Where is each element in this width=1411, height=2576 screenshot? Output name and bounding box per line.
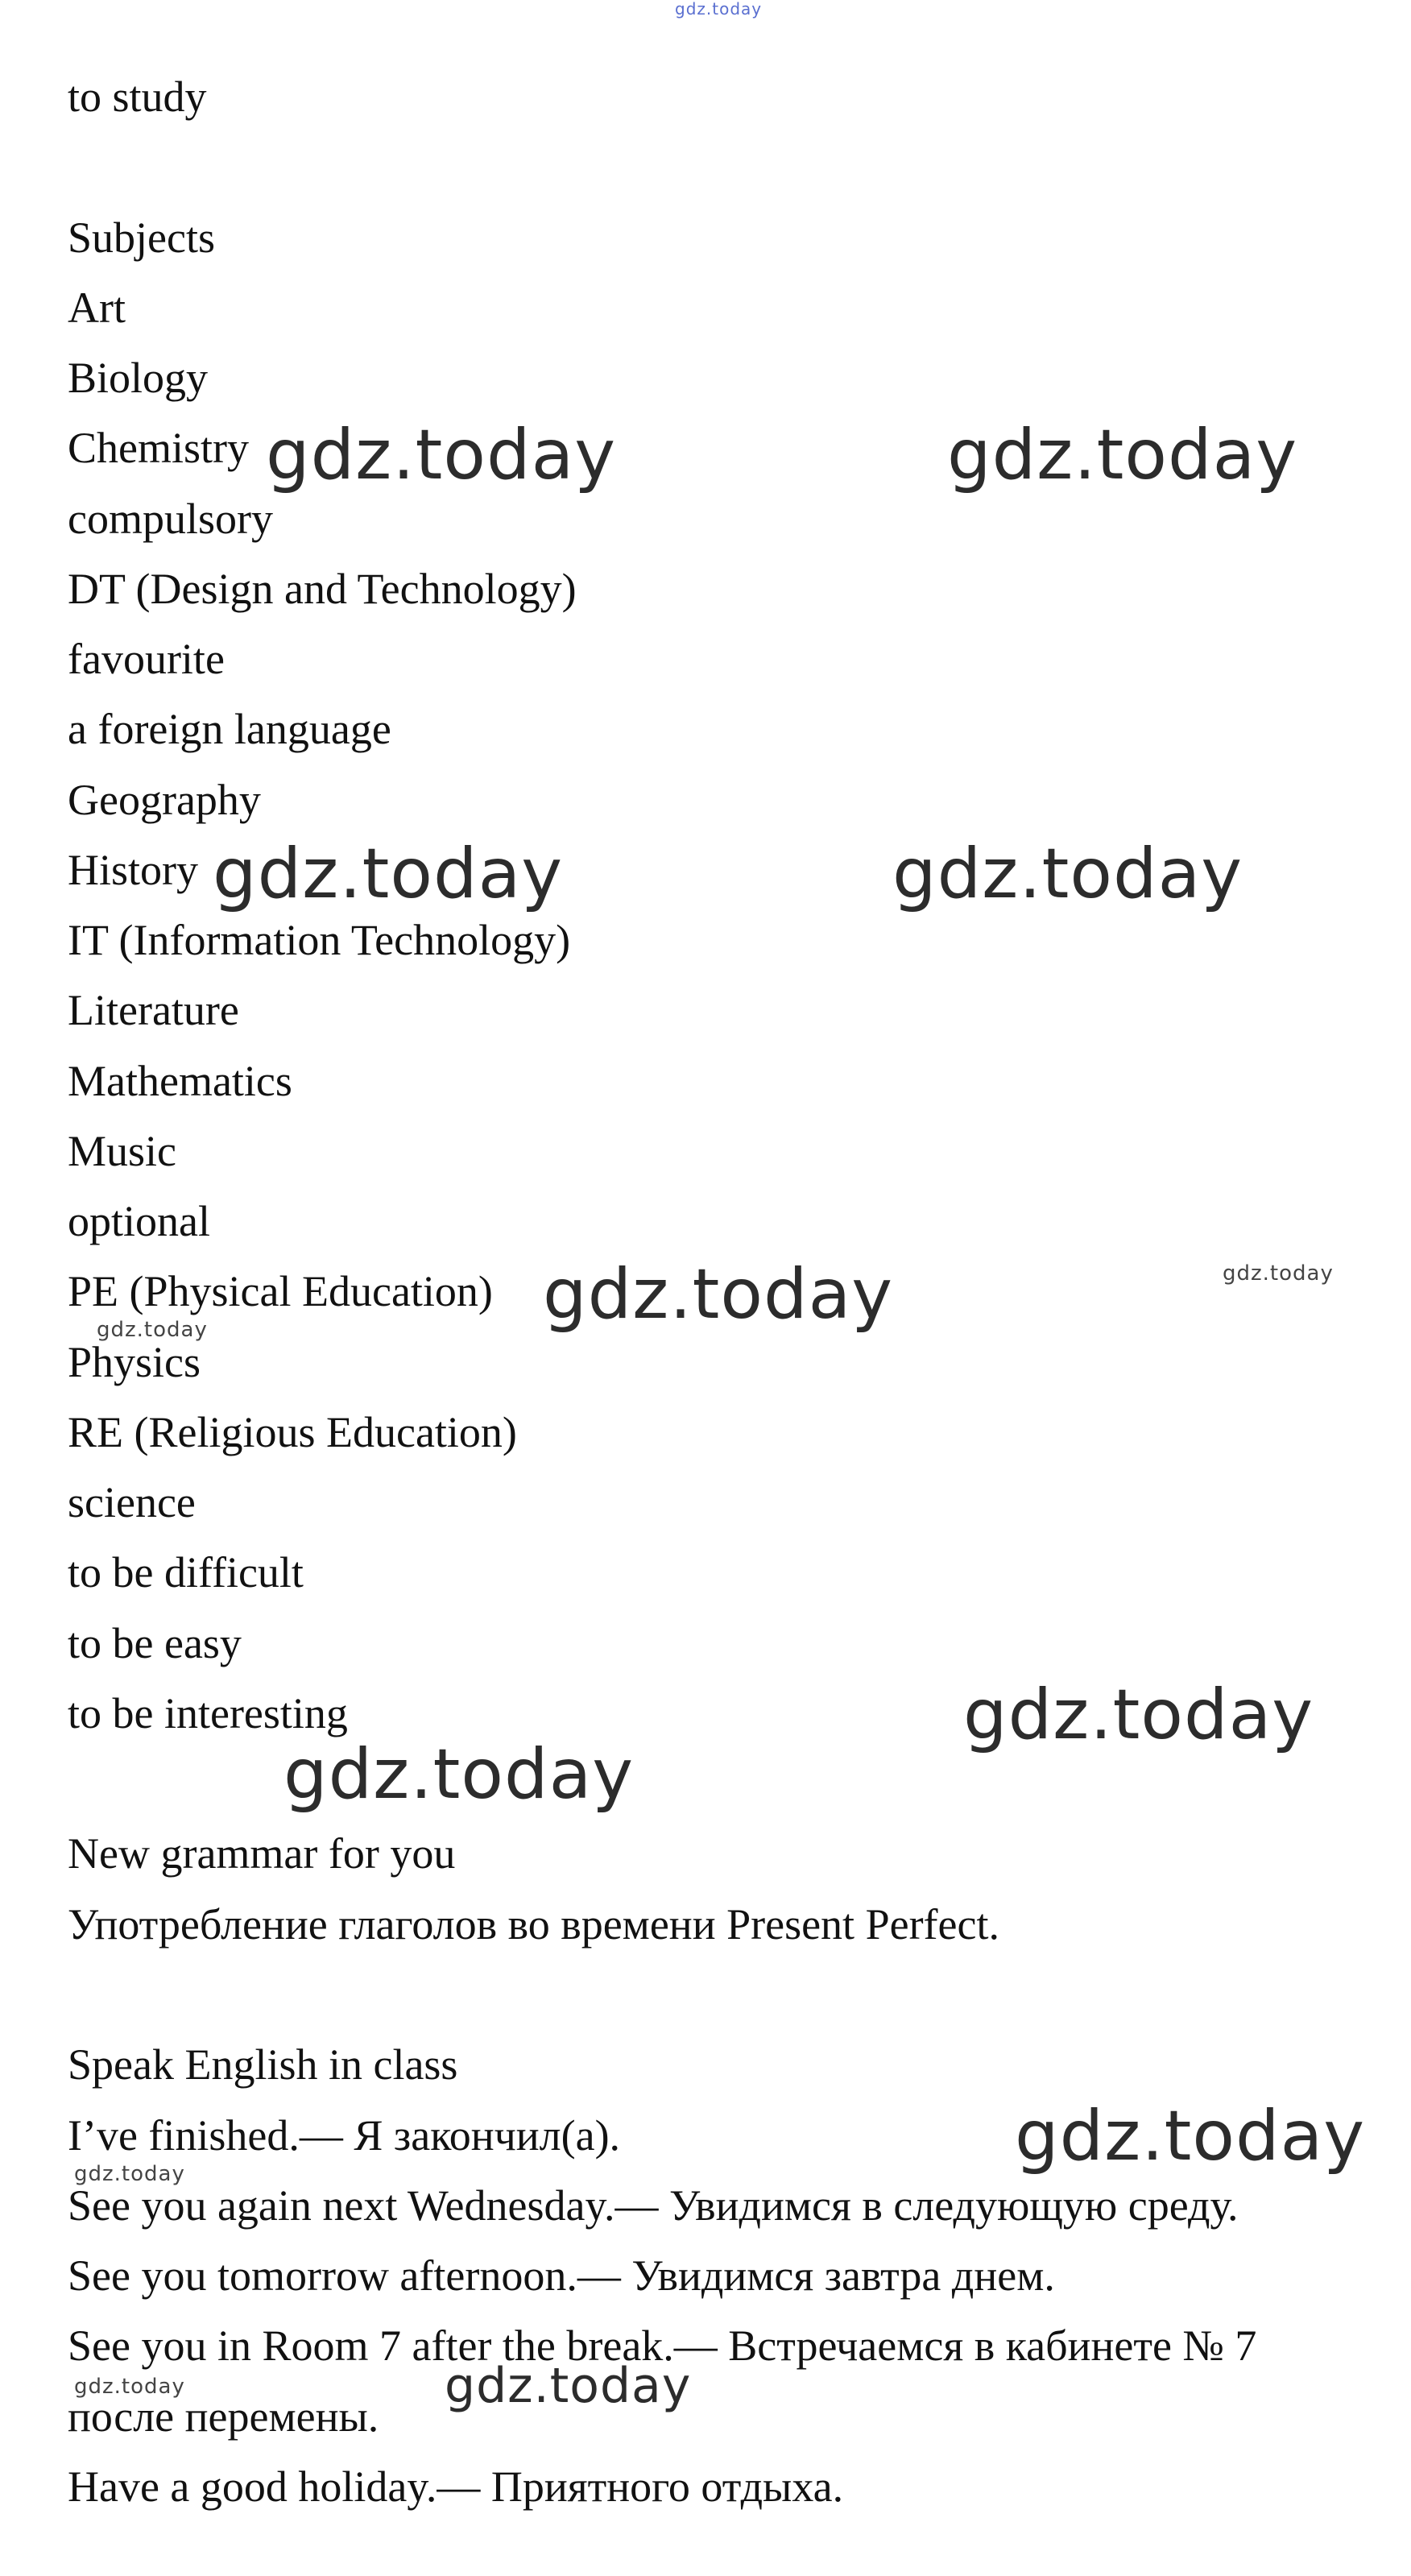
watermark: gdz.today [1223, 1261, 1334, 1286]
vocab-line: History [68, 846, 198, 894]
vocab-line: a foreign language [68, 705, 391, 753]
vocab-line: optional [68, 1197, 210, 1245]
watermark: gdz.today [74, 2162, 185, 2186]
vocab-line: favourite [68, 635, 225, 683]
section-heading-speak: Speak English in class [68, 2040, 458, 2089]
vocab-line: Literature [68, 986, 239, 1034]
vocab-line: DT (Design and Technology) [68, 565, 577, 613]
watermark: gdz.today [283, 1734, 635, 1815]
phrase-line: Have a good holiday.— Приятного отдыха. [68, 2462, 844, 2511]
vocab-line: compulsory [68, 495, 273, 543]
vocab-line: Mathematics [68, 1057, 292, 1105]
vocab-line: Geography [68, 776, 261, 824]
watermark: gdz.today [97, 1318, 208, 1342]
vocab-line: Physics [68, 1338, 201, 1386]
phrase-line: See you tomorrow afternoon.— Увидимся завтра днем. [68, 2251, 1055, 2300]
watermark: gdz.today [445, 2358, 692, 2414]
vocab-line: to be easy [68, 1619, 242, 1667]
grammar-line: Употребление глаголов во времени Present Perfect. [68, 1900, 999, 1949]
watermark: gdz.today [266, 415, 617, 495]
vocab-line: Art [68, 284, 126, 332]
watermark: gdz.today [74, 2375, 185, 2399]
vocab-line: IT (Information Technology) [68, 916, 571, 964]
watermark: gdz.today [947, 415, 1298, 495]
phrase-line: See you again next Wednesday.— Увидимся в следующую среду. [68, 2181, 1239, 2230]
watermark-top: gdz.today [675, 0, 763, 19]
vocab-line: to be difficult [68, 1548, 304, 1597]
vocab-line: science [68, 1478, 196, 1526]
vocab-line: to be interesting [68, 1689, 348, 1737]
phrase-line: I’ve finished.— Я закончил(а). [68, 2111, 621, 2160]
phrase-line: See you in Room 7 after the break.— Встречаемся в кабинете № 7 [68, 2321, 1257, 2370]
phrase-line-continued: после перемены. [68, 2392, 379, 2441]
vocab-line: PE (Physical Education) [68, 1267, 493, 1315]
section-heading-grammar: New grammar for you [68, 1829, 456, 1878]
watermark: gdz.today [892, 834, 1243, 914]
vocab-line: to study [68, 72, 207, 121]
vocab-line: Chemistry [68, 424, 249, 472]
vocab-line: Music [68, 1127, 176, 1175]
watermark: gdz.today [963, 1675, 1314, 1755]
vocab-line: RE (Religious Education) [68, 1408, 517, 1456]
watermark: gdz.today [1015, 2096, 1366, 2176]
section-heading-subjects: Subjects [68, 213, 215, 262]
watermark: gdz.today [213, 834, 564, 914]
vocab-line: Biology [68, 354, 209, 402]
watermark: gdz.today [543, 1254, 894, 1335]
